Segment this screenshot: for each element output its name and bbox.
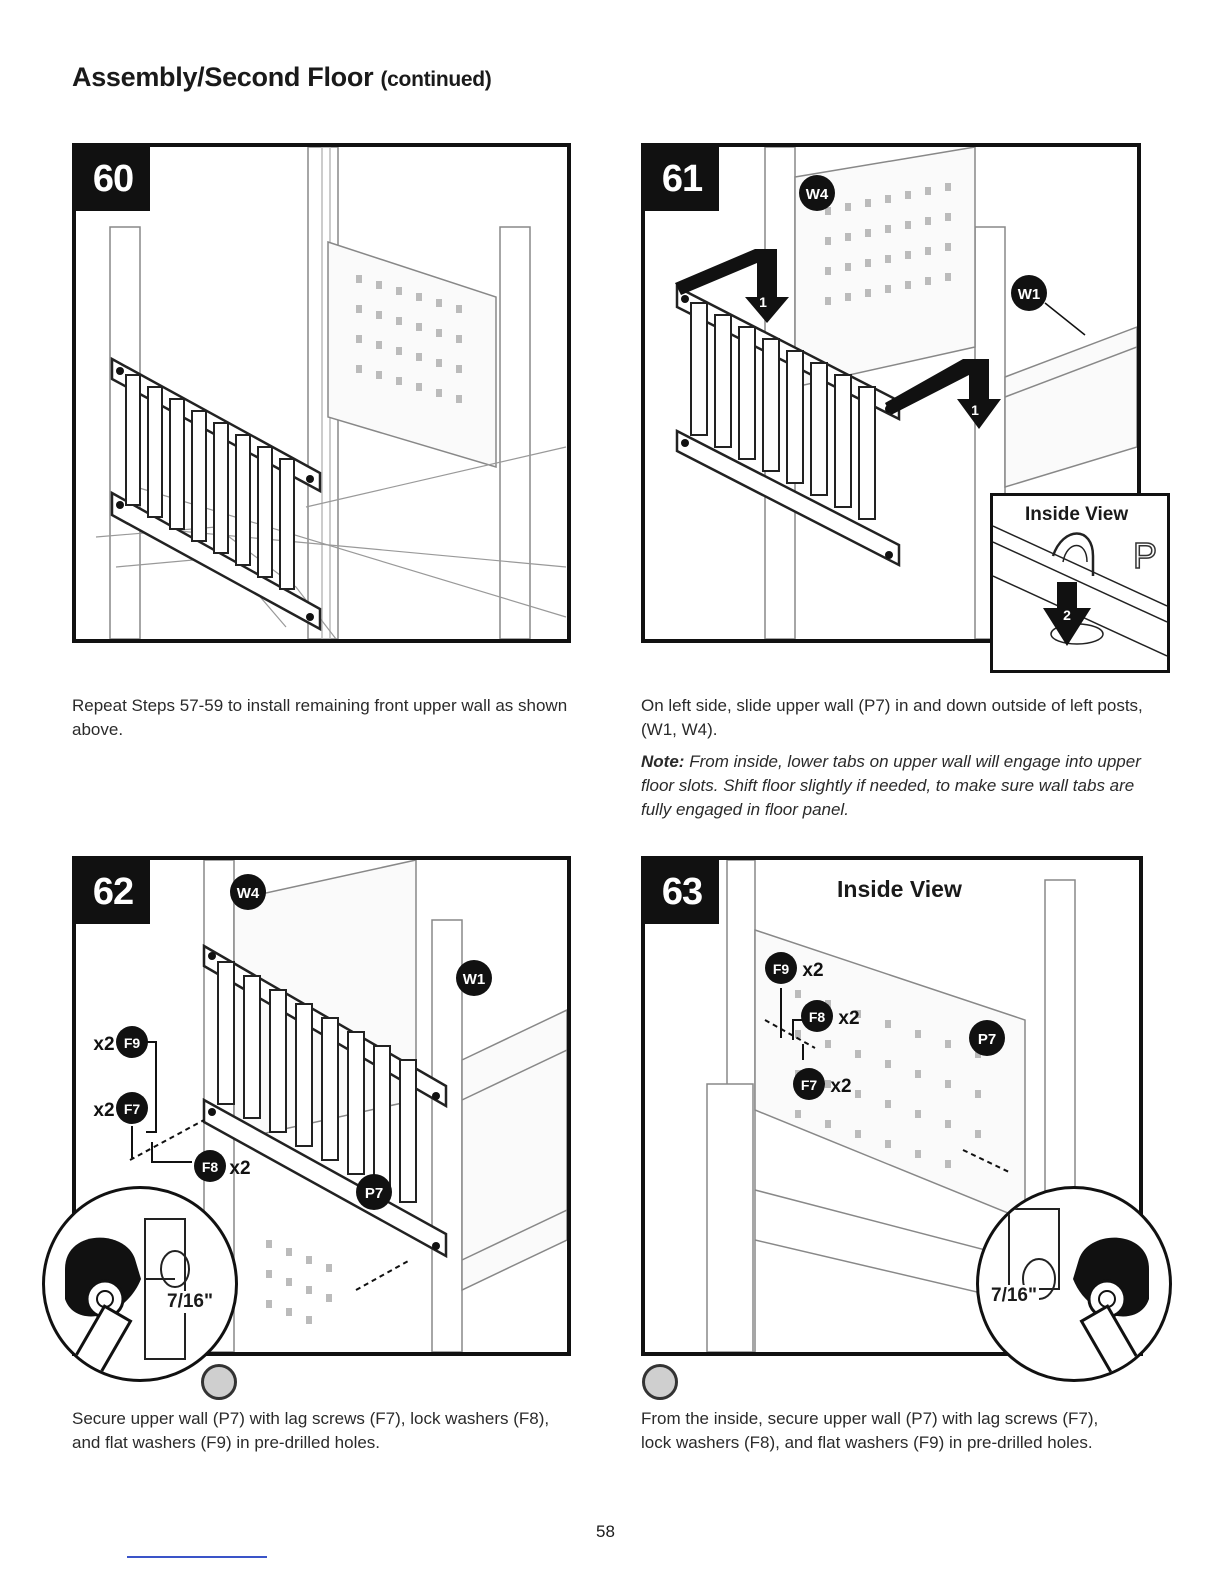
wrench-icon [45,1189,235,1379]
step-63-hw-f7-qty: x2 [830,1076,852,1097]
step-61-part-w4: W4 [805,186,829,203]
step-62-hw-f7-qty: x2 [93,1100,115,1121]
inset-arrow-2-label: 2 [1063,607,1071,623]
title-main: Assembly/Second Floor [72,62,374,92]
step-62-hw-f9: F9 [123,1035,141,1051]
title-subtitle: (continued) [380,68,492,91]
wrench-icon [979,1189,1169,1379]
step-63-part-p7: P7 [977,1031,997,1048]
step-62-hw-f8-qty: x2 [229,1158,251,1179]
inset-title: Inside View [1025,504,1129,525]
step-62-hw-f8: F8 [201,1159,219,1175]
step-61-arrow-1a-label: 1 [759,294,767,310]
step-62-tool-size: 7/16" [167,1291,213,1312]
step-63-power-tool-warning-icon [642,1364,678,1400]
step-62-power-tool-warning-icon [201,1364,237,1400]
step-63-view-label: Inside View [837,876,962,902]
step-61-caption: On left side, slide upper wall (P7) in and down outside of left posts, (W1, W4). [641,696,1143,739]
step-63-hw-f9: F9 [772,961,790,977]
page-title [72,62,492,93]
step-62-part-w4: W4 [236,885,260,902]
step-62-part-p7: P7 [364,1185,384,1202]
step-60-number: 60 [76,147,150,211]
step-62-wrench-detail [42,1186,238,1382]
step-60-panel [72,143,571,643]
step-63-tool-size: 7/16" [991,1285,1037,1306]
step-62-hw-f7: F7 [123,1101,141,1117]
step-63-hw-f9-qty: x2 [802,960,824,981]
step-62-caption: Secure upper wall (P7) with lag screws (F7), lock washers (F8), and flat washers (F9) in pre-drilled holes. [72,1409,550,1452]
step-61-note [641,750,1151,822]
step-63-number: 63 [645,860,719,924]
step-61-number: 61 [645,147,719,211]
step-63-hw-f7: F7 [800,1077,818,1093]
step-63-hw-f8-qty: x2 [838,1008,860,1029]
step-62-number: 62 [76,860,150,924]
step-62-hw-f9-qty: x2 [93,1034,115,1055]
note-label: Note: [641,752,685,771]
step-61-inside-view-inset [990,493,1170,673]
step-60-caption: Repeat Steps 57-59 to install remaining front upper wall as shown above. [72,696,568,739]
svg-text:P: P [1133,535,1158,576]
step-63-wrench-detail [976,1186,1172,1382]
step-63-caption: From the inside, secure upper wall (P7) with lag screws (F7), lock washers (F8), and flat washers (F9) in pre-drilled holes. [641,1409,1099,1452]
step-61-arrow-1b-label: 1 [971,402,979,418]
step-62-part-w1: W1 [462,971,486,988]
page-number: 58 [596,1522,615,1541]
step-63-hw-f8: F8 [808,1009,826,1025]
note-text: From inside, lower tabs on upper wall will engage into upper floor slots. Shift floor slightly if needed, to make sure wall tabs are fully engaged in floor panel. [641,752,1141,819]
footer-rule [127,1556,267,1558]
step-60-illustration [76,147,567,639]
step-61-part-w1: W1 [1017,286,1041,303]
